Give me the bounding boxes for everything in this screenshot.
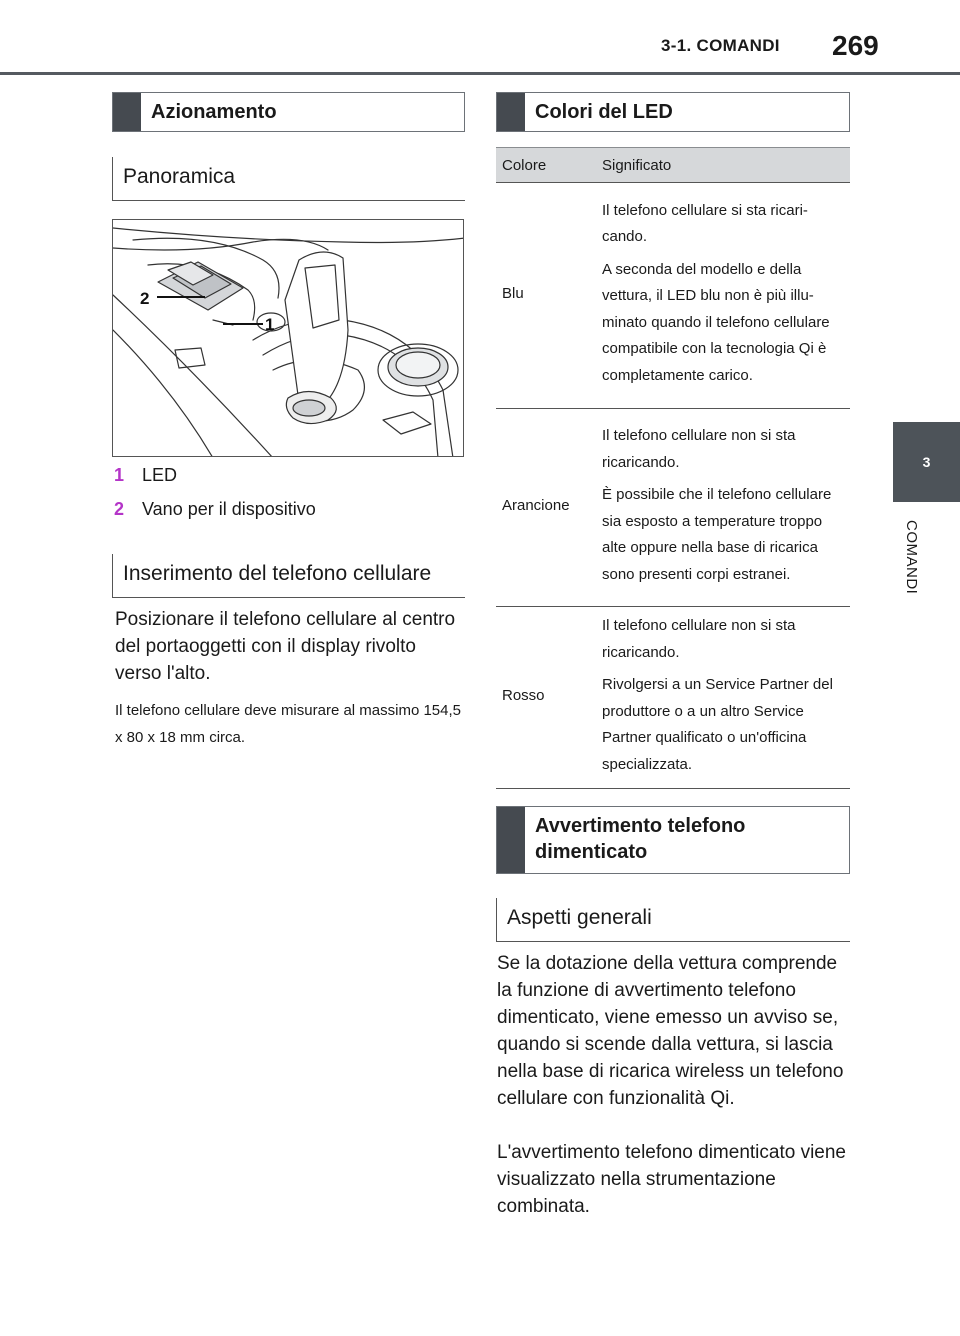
legend-text: Vano per il dispositivo [142,499,316,519]
section-heading-bar [497,807,525,873]
legend-item [114,465,177,486]
legend-number: 1 [114,465,125,485]
chapter-tab: 3 [893,422,960,502]
console-drawing [113,220,464,457]
reminder-display-paragraph: L'avvertimento telefono dimenticato viene visualizzato nella strumentazione combinata. [497,1142,846,1217]
section-heading-colori-led [496,92,850,132]
section-heading-bar [113,93,141,131]
chapter-label [898,520,928,670]
meaning-line: A seconda del modello e della vettura, il LED blu non è più illuminato quando il telefono cellulare compatibile con la tecnologia Qi è completamente carico. [602,260,830,384]
subheading-inserimento: Inserimento del telefono cellulare [112,554,465,598]
figure-label-1: 1 [265,315,275,334]
table-header-row [496,148,850,183]
figure-label-2: 2 [140,289,150,308]
legend-text: LED [142,465,178,485]
led-meaning-cell [596,183,850,409]
legend-number: 2 [114,499,125,519]
subheading-panoramica: Panoramica [112,157,465,201]
reminder-description-paragraph: Se la dotazione della vettura comprende la funzione di avvertimento telefono dimenticato, viene emesso un avviso se, quando si scende dalla vettura, si lascia nella base di ricarica wireless un telefono cellulare con funzionalità Qi. [497,953,844,1109]
table-row [496,607,850,789]
led-colors-table [496,147,850,789]
insert-instruction-paragraph: Posizionare il telefono cellulare al centro del portaoggetti con il display rivolto verso l'alto. [115,609,456,684]
table-row [496,409,850,607]
chapter-label-text: COMANDI [903,520,920,595]
column-header-colore: Colore [496,148,596,183]
column-header-significato: Significato [596,148,850,183]
led-color-cell: Blu [496,183,596,409]
section-heading-text: Avvertimento telefono dimenticato [535,815,746,863]
led-meaning-cell [596,409,850,607]
led-color-cell: Arancione [496,409,596,607]
section-heading-bar [497,93,525,131]
phone-size-note: Il telefono cellulare deve misurare al massimo 154,5 x 80 x 18 mm circa. [115,702,462,746]
meaning-line: Rivolgersi a un Service Partner del produttore o a un altro Service Partner qualificato o un'officina specializzata. [602,676,833,773]
subheading-aspetti-generali: Aspetti generali [496,898,850,942]
running-header-section: 3-1. COMANDI [661,36,780,55]
section-heading-azionamento [112,92,465,132]
meaning-line: È possibile che il telefono cellulare sia esposto a temperature troppo alte oppure nella base di ricarica sono presenti corpi estranei. [602,486,832,583]
meaning-line: Il telefono cellulare non si sta ricaricando. [602,427,796,471]
section-heading-avvertimento [496,806,850,874]
led-meaning-cell [596,607,850,789]
page-number: 269 [832,30,879,61]
led-color-cell: Rosso [496,607,596,789]
table-row [496,183,850,409]
section-heading-text: Colori del LED [535,101,673,123]
meaning-line: Il telefono cellulare si sta ricaricando. [602,201,808,246]
console-illustration [112,219,464,457]
section-heading-text: Azionamento [151,101,277,123]
legend-item [114,499,316,520]
meaning-line: Il telefono cellulare non si sta ricaricando. [602,617,796,661]
header-rule [0,72,960,75]
